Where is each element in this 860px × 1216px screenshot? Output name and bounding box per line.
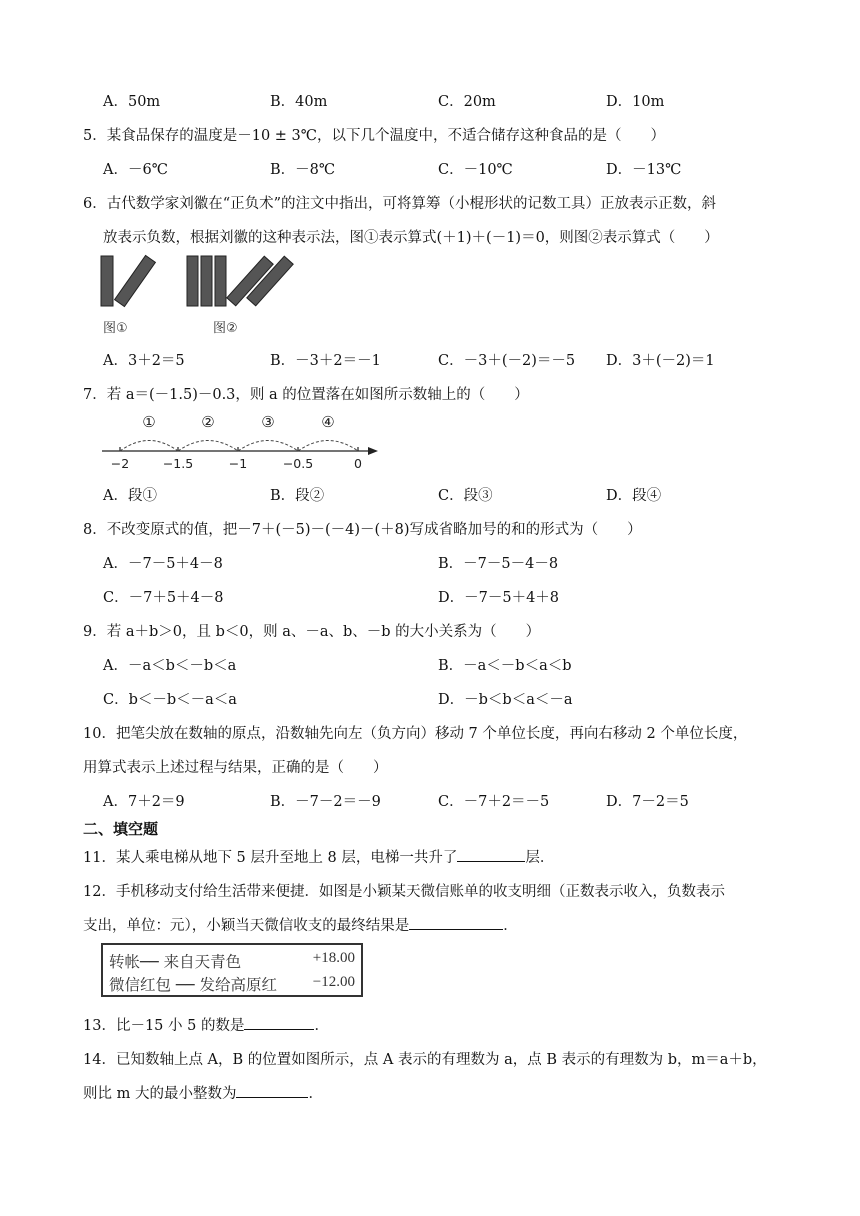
answer-blank[interactable] (236, 1083, 308, 1098)
q12-text-end: ． (503, 918, 518, 934)
q14-text: 则比 m 大的最小整数为 (83, 1086, 237, 1102)
q10-stem-line1: 10．把笔尖放在数轴的原点，沿数轴先向左（负方向）移动 7 个单位长度，再向右移动 2 个单位长度， (83, 726, 748, 742)
q13-text: 13．比－15 小 5 的数是 (83, 1018, 245, 1034)
answer-blank[interactable] (409, 915, 503, 930)
answer-blank[interactable] (244, 1015, 314, 1030)
bill-entry-text: 转帐── 来自天青色 (109, 953, 242, 971)
segment-label: ② (201, 413, 215, 431)
q5-option-d: D．－13℃ (606, 162, 682, 178)
q7-number-line (98, 410, 388, 472)
q9-stem: 9．若 a＋b＞0，且 b＜0，则 a、－a、b、－b 的大小关系为（ ） (83, 624, 541, 640)
section-title: 二、填空题 (83, 820, 159, 838)
q10-option-a: A．7＋2＝9 (103, 794, 185, 810)
q11-text: 11．某人乘电梯从地下 5 层升至地上 8 层，电梯一共升了 (83, 850, 458, 866)
tick-label: −0.5 (282, 456, 314, 471)
q6-option-a: A．3＋2＝5 (103, 353, 185, 369)
q8-option-a: A．－7－5＋4－8 (103, 556, 223, 572)
bill-entry-text: 微信红包 ── 发给高原红 (109, 976, 278, 994)
q5-stem: 5．某食品保存的温度是－10 ± 3℃，以下几个温度中，不适合储存这种食品的是（ ） (83, 128, 665, 144)
q8-option-d: D．－7－5＋4＋8 (438, 590, 560, 606)
segment-label: ③ (261, 413, 275, 431)
q9-option-c: C．b＜－b＜－a＜a (103, 692, 237, 708)
bill-entry-amount: −12.00 (312, 974, 355, 990)
q5-option-a: A．－6℃ (103, 162, 168, 178)
q5-option-b: B．－8℃ (270, 162, 336, 178)
q7-option-c: C．段③ (438, 488, 493, 504)
q14-text-end: ． (308, 1086, 323, 1102)
q8-option-c: C．－7＋5＋4－8 (103, 590, 224, 606)
segment-label: ④ (321, 413, 335, 431)
figure-2-label: 图② (213, 321, 238, 336)
q12-line1: 12．手机移动支付给生活带来便捷．如图是小颖某天微信账单的收支明细（正数表示收入，负数表示 (83, 884, 725, 900)
q4-option-b: B．40m (270, 94, 328, 110)
q7-stem: 7．若 a＝(－1.5)－0.3，则 a 的位置落在如图所示数轴上的（ ） (83, 387, 529, 403)
q8-stem: 8．不改变原式的值，把－7＋(－5)－(－4)－(＋8)写成省略加号的和的形式为（ ） (83, 522, 642, 538)
q9-option-b: B．－a＜－b＜a＜b (438, 658, 572, 674)
q11-text-end: 层． (525, 850, 555, 866)
bill-entry-amount: +18.00 (312, 950, 355, 966)
q13 (83, 1014, 329, 1035)
tick-label: −1 (228, 456, 248, 471)
q6-option-c: C．－3＋(－2)＝－5 (438, 353, 576, 369)
q6-option-b: B．－3＋2＝－1 (270, 353, 381, 369)
q13-text-end: ． (314, 1018, 329, 1034)
q6-stem-line2: 放表示负数，根据刘徽的这种表示法，图①表示算式(＋1)＋(－1)＝0，则图②表示算式（ ） (103, 230, 719, 246)
answer-blank[interactable] (457, 847, 525, 862)
segment-arc (298, 441, 358, 452)
q7-option-b: B．段② (270, 488, 325, 504)
q6-option-d: D．3＋(－2)＝1 (606, 353, 715, 369)
wechat-bill-figure (101, 943, 363, 997)
q10-option-d: D．7－2＝5 (606, 794, 689, 810)
q14-line1: 14．已知数轴上点 A，B 的位置如图所示，点 A 表示的有理数为 a，点 B 表示的有理数为 b，m＝a＋b， (83, 1052, 767, 1068)
upright-rod (101, 256, 113, 306)
counting-rods-figure (95, 252, 315, 340)
upright-rod (215, 256, 226, 306)
q10-stem-line2: 用算式表示上述过程与结果，正确的是（ ） (83, 760, 388, 776)
q10-option-c: C．－7＋2＝－5 (438, 794, 550, 810)
q12-line2 (83, 914, 518, 935)
q12-text: 支出，单位：元），小颖当天微信收支的最终结果是 (83, 918, 410, 934)
segment-arc (120, 441, 178, 452)
q10-option-b: B．－7－2＝－9 (270, 794, 381, 810)
upright-rod (187, 256, 198, 306)
q14-line2 (83, 1082, 323, 1103)
q8-option-b: B．－7－5－4－8 (438, 556, 559, 572)
q4-option-d: D．10m (606, 94, 665, 110)
tick-label: −1.5 (162, 456, 194, 471)
q6-stem-line1: 6．古代数学家刘徽在“正负术”的注文中指出，可将算筹（小棍形状的记数工具）正放表示正数，斜 (83, 196, 717, 212)
q7-option-d: D．段④ (606, 488, 662, 504)
q4-option-a: A．50m (103, 94, 161, 110)
q9-option-a: A．－a＜b＜－b＜a (103, 658, 237, 674)
q11 (83, 846, 554, 867)
figure-1-label: 图① (103, 321, 128, 336)
segment-arc (238, 441, 298, 452)
tick-label: −2 (110, 456, 130, 471)
tick-label: 0 (354, 456, 362, 471)
q7-option-a: A．段① (103, 488, 157, 504)
axis-arrow-icon (368, 447, 378, 455)
segment-label: ① (142, 413, 156, 431)
q5-option-c: C．－10℃ (438, 162, 513, 178)
segment-arc (178, 441, 238, 452)
q9-option-d: D．－b＜b＜a＜－a (438, 692, 573, 708)
slanted-rod (115, 255, 156, 306)
q4-option-c: C．20m (438, 94, 496, 110)
upright-rod (201, 256, 212, 306)
